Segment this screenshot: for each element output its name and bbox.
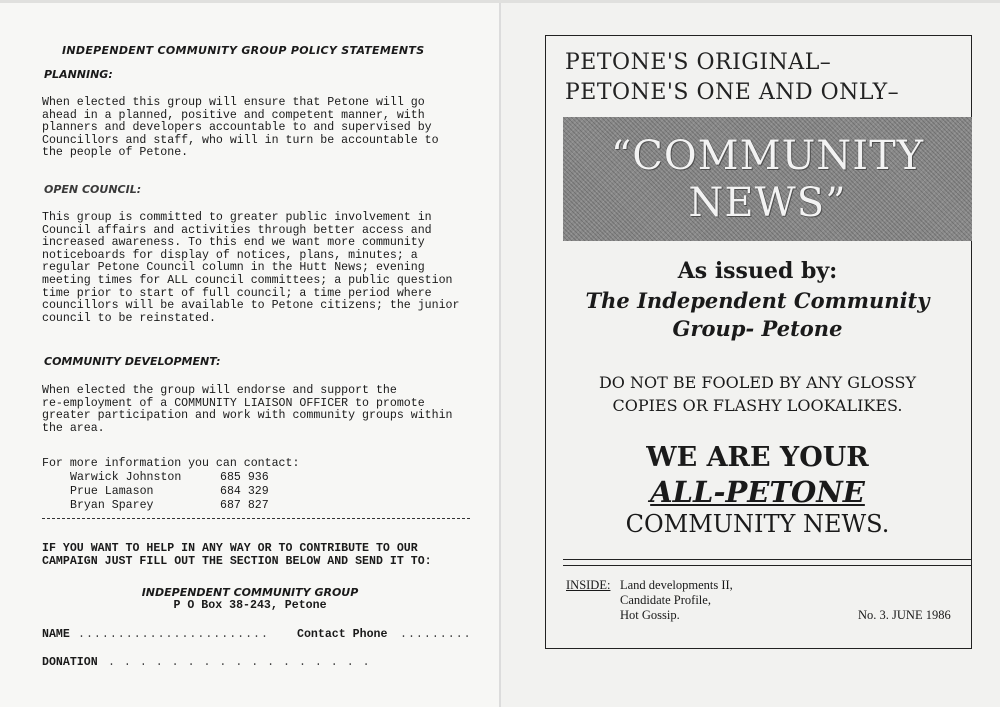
inside-item: Hot Gossip. bbox=[620, 608, 680, 622]
community-news-tagline: COMMUNITY NEWS. bbox=[625, 510, 890, 538]
org-name: INDEPENDENT COMMUNITY GROUP bbox=[141, 586, 359, 599]
campaign-call-to-action: IF YOU WANT TO HELP IN ANY WAY OR TO CONTRIBUTE TO OUR CAMPAIGN JUST FILL OUT THE SECTION BELOW AND SEND IT TO: bbox=[42, 542, 432, 568]
open-council-heading: OPEN COUNCIL: bbox=[44, 183, 142, 196]
contact-intro: For more information you can contact: bbox=[42, 457, 300, 470]
contact-name: Warwick Johnston bbox=[70, 471, 182, 484]
warning-line-2: COPIES OR FLASHY LOOKALIKES. bbox=[612, 396, 903, 415]
inside-item: Candidate Profile, bbox=[620, 593, 711, 607]
contact-name: Bryan Sparey bbox=[70, 499, 154, 512]
org-address: P O Box 38-243, Petone bbox=[173, 599, 327, 612]
inside-item: Land developments II, bbox=[620, 578, 733, 592]
rule-upper bbox=[563, 559, 972, 560]
we-are-your: WE ARE YOUR bbox=[646, 442, 869, 473]
name-label: NAME bbox=[42, 628, 70, 641]
masthead-community: “COMMUNITY bbox=[610, 133, 925, 179]
contact-row bbox=[70, 485, 269, 498]
issue-number: No. 3. JUNE 1986 bbox=[858, 608, 951, 622]
community-development-heading: COMMUNITY DEVELOPMENT: bbox=[44, 355, 221, 368]
cut-line bbox=[42, 518, 470, 519]
paper-edge bbox=[0, 0, 1000, 3]
headline-one-and-only: PETONE'S ONE AND ONLY– bbox=[565, 80, 900, 105]
headline-original: PETONE'S ORIGINAL– bbox=[565, 50, 832, 75]
contact-row bbox=[70, 499, 269, 512]
inside-label: INSIDE: bbox=[566, 578, 611, 592]
community-development-body: When elected the group will endorse and support the re-employment of a COMMUNITY LIAISON OFFICER to promote greater participation and work with community groups within the area. bbox=[42, 384, 453, 435]
name-field[interactable]: ........................ bbox=[78, 628, 269, 641]
contact-row bbox=[70, 471, 269, 484]
all-petone: ALL-PETONE bbox=[650, 475, 865, 509]
issued-by: As issued by: bbox=[677, 258, 838, 284]
contact-phone-field[interactable]: ......... bbox=[400, 628, 472, 641]
planning-heading: PLANNING: bbox=[44, 68, 113, 81]
group-name-line-2: Group- Petone bbox=[672, 316, 843, 341]
rule-lower bbox=[563, 565, 972, 566]
donation-label: DONATION bbox=[42, 656, 98, 669]
policy-title: INDEPENDENT COMMUNITY GROUP POLICY STATEMENTS bbox=[62, 44, 425, 57]
contact-phone: 687 827 bbox=[220, 499, 269, 512]
contact-phone: 684 329 bbox=[220, 485, 269, 498]
masthead-news: NEWS” bbox=[688, 180, 847, 226]
donation-field[interactable]: . . . . . . . . . . . . . . . . . bbox=[108, 656, 371, 669]
open-council-body: This group is committed to greater public involvement in Council affairs and activities through better access and increased awareness. To this end we want more community noticeboards for display of notices, plans, minutes; a regular Petone Council column in the Hutt News; evening meeting times for ALL council committees; a public question time prior to start of full council; a time period where councillors will be available to Petone citizens; the junior council to be reinstated. bbox=[42, 211, 460, 325]
contact-phone: 685 936 bbox=[220, 471, 269, 484]
contact-name: Prue Lamason bbox=[70, 485, 154, 498]
warning-line-1: DO NOT BE FOOLED BY ANY GLOSSY bbox=[598, 373, 917, 392]
planning-body: When elected this group will ensure that Petone will go ahead in a planned, positive and competent manner, with planners and developers accountable to and supervised by Councillors and staff, who will in turn be accountable to the people of Petone. bbox=[42, 96, 439, 160]
group-name-line-1: The Independent Community bbox=[585, 288, 930, 313]
contact-phone-label: Contact Phone bbox=[297, 628, 388, 641]
